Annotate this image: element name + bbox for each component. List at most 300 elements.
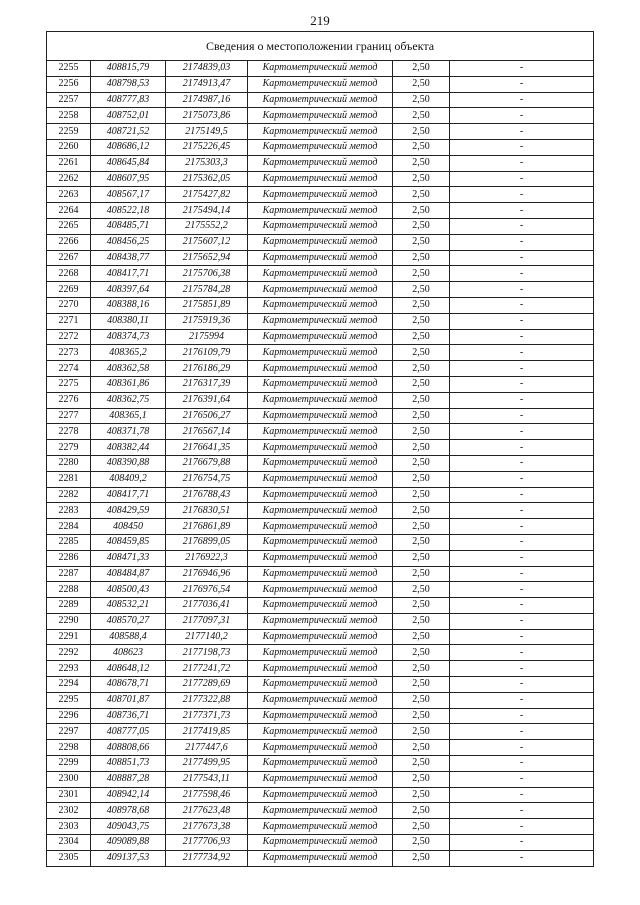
point-number-cell: 2305: [47, 850, 91, 866]
description-cell: -: [450, 645, 594, 661]
description-cell: -: [450, 613, 594, 629]
page-number: 219: [310, 13, 330, 28]
method-cell: Картометрический метод: [248, 408, 393, 424]
point-number-cell: 2294: [47, 677, 91, 693]
y-coordinate-cell: 2174913,47: [166, 76, 248, 92]
method-cell: Картометрический метод: [248, 297, 393, 313]
point-number-cell: 2293: [47, 661, 91, 677]
method-cell: Картометрический метод: [248, 613, 393, 629]
description-cell: -: [450, 345, 594, 361]
table-row: [47, 471, 594, 487]
accuracy-cell: 2,50: [393, 803, 450, 819]
x-coordinate-cell: 408777,05: [91, 724, 166, 740]
accuracy-cell: 2,50: [393, 250, 450, 266]
table-row: [47, 819, 594, 835]
description-cell: -: [450, 361, 594, 377]
x-coordinate-cell: 408362,75: [91, 392, 166, 408]
method-cell: Картометрический метод: [248, 487, 393, 503]
x-coordinate-cell: 408382,44: [91, 440, 166, 456]
description-cell: -: [450, 787, 594, 803]
point-number-cell: 2300: [47, 771, 91, 787]
table-row: [47, 835, 594, 851]
table-row: [47, 124, 594, 140]
method-cell: Картометрический метод: [248, 582, 393, 598]
point-number-cell: 2264: [47, 203, 91, 219]
method-cell: Картометрический метод: [248, 724, 393, 740]
description-cell: -: [450, 756, 594, 772]
accuracy-cell: 2,50: [393, 692, 450, 708]
method-cell: Картометрический метод: [248, 645, 393, 661]
y-coordinate-cell: 2175919,36: [166, 313, 248, 329]
accuracy-cell: 2,50: [393, 503, 450, 519]
y-coordinate-cell: 2175784,28: [166, 282, 248, 298]
accuracy-cell: 2,50: [393, 850, 450, 866]
description-cell: -: [450, 424, 594, 440]
x-coordinate-cell: 408438,77: [91, 250, 166, 266]
y-coordinate-cell: 2177543,11: [166, 771, 248, 787]
accuracy-cell: 2,50: [393, 661, 450, 677]
table-row: [47, 550, 594, 566]
accuracy-cell: 2,50: [393, 234, 450, 250]
point-number-cell: 2295: [47, 692, 91, 708]
y-coordinate-cell: 2175652,94: [166, 250, 248, 266]
table-row: [47, 329, 594, 345]
accuracy-cell: 2,50: [393, 487, 450, 503]
table-row: [47, 408, 594, 424]
table-row: [47, 376, 594, 392]
y-coordinate-cell: 2175149,5: [166, 124, 248, 140]
point-number-cell: 2281: [47, 471, 91, 487]
accuracy-cell: 2,50: [393, 471, 450, 487]
x-coordinate-cell: 408752,01: [91, 108, 166, 124]
table-row: [47, 534, 594, 550]
point-number-cell: 2274: [47, 361, 91, 377]
x-coordinate-cell: 408371,78: [91, 424, 166, 440]
point-number-cell: 2263: [47, 187, 91, 203]
x-coordinate-cell: 408388,16: [91, 297, 166, 313]
description-cell: -: [450, 408, 594, 424]
y-coordinate-cell: 2177598,46: [166, 787, 248, 803]
table-row: [47, 424, 594, 440]
method-cell: Картометрический метод: [248, 171, 393, 187]
point-number-cell: 2272: [47, 329, 91, 345]
y-coordinate-cell: 2175706,38: [166, 266, 248, 282]
method-cell: Картометрический метод: [248, 661, 393, 677]
method-cell: Картометрический метод: [248, 598, 393, 614]
accuracy-cell: 2,50: [393, 629, 450, 645]
point-number-cell: 2262: [47, 171, 91, 187]
y-coordinate-cell: 2175226,45: [166, 139, 248, 155]
table-row: [47, 582, 594, 598]
point-number-cell: 2260: [47, 139, 91, 155]
table-row: [47, 645, 594, 661]
method-cell: Картометрический метод: [248, 392, 393, 408]
description-cell: -: [450, 329, 594, 345]
table-row: [47, 740, 594, 756]
table-row: [47, 155, 594, 171]
method-cell: Картометрический метод: [248, 92, 393, 108]
x-coordinate-cell: 408567,17: [91, 187, 166, 203]
description-cell: -: [450, 661, 594, 677]
x-coordinate-cell: 408484,87: [91, 566, 166, 582]
table-body: [47, 32, 594, 867]
method-cell: Картометрический метод: [248, 218, 393, 234]
y-coordinate-cell: 2175494,14: [166, 203, 248, 219]
table-row: [47, 187, 594, 203]
point-number-cell: 2268: [47, 266, 91, 282]
description-cell: -: [450, 598, 594, 614]
table-row: [47, 756, 594, 772]
accuracy-cell: 2,50: [393, 266, 450, 282]
y-coordinate-cell: 2176788,43: [166, 487, 248, 503]
y-coordinate-cell: 2174987,16: [166, 92, 248, 108]
x-coordinate-cell: 408459,85: [91, 534, 166, 550]
point-number-cell: 2256: [47, 76, 91, 92]
y-coordinate-cell: 2175607,12: [166, 234, 248, 250]
method-cell: Картометрический метод: [248, 756, 393, 772]
x-coordinate-cell: 408978,68: [91, 803, 166, 819]
point-number-cell: 2255: [47, 61, 91, 77]
description-cell: -: [450, 187, 594, 203]
point-number-cell: 2283: [47, 503, 91, 519]
y-coordinate-cell: 2177419,85: [166, 724, 248, 740]
point-number-cell: 2265: [47, 218, 91, 234]
point-number-cell: 2275: [47, 376, 91, 392]
table-row: [47, 677, 594, 693]
description-cell: -: [450, 297, 594, 313]
point-number-cell: 2301: [47, 787, 91, 803]
method-cell: Картометрический метод: [248, 503, 393, 519]
description-cell: -: [450, 108, 594, 124]
y-coordinate-cell: 2177447,6: [166, 740, 248, 756]
method-cell: Картометрический метод: [248, 187, 393, 203]
method-cell: Картометрический метод: [248, 155, 393, 171]
accuracy-cell: 2,50: [393, 345, 450, 361]
point-number-cell: 2270: [47, 297, 91, 313]
accuracy-cell: 2,50: [393, 108, 450, 124]
x-coordinate-cell: 408365,1: [91, 408, 166, 424]
accuracy-cell: 2,50: [393, 282, 450, 298]
x-coordinate-cell: 408397,64: [91, 282, 166, 298]
method-cell: Картометрический метод: [248, 266, 393, 282]
method-cell: Картометрический метод: [248, 740, 393, 756]
description-cell: -: [450, 266, 594, 282]
table-row: [47, 218, 594, 234]
point-number-cell: 2280: [47, 455, 91, 471]
y-coordinate-cell: 2175362,05: [166, 171, 248, 187]
x-coordinate-cell: 408851,73: [91, 756, 166, 772]
method-cell: Картометрический метод: [248, 234, 393, 250]
y-coordinate-cell: 2177322,88: [166, 692, 248, 708]
accuracy-cell: 2,50: [393, 645, 450, 661]
x-coordinate-cell: 408815,79: [91, 61, 166, 77]
x-coordinate-cell: 408361,86: [91, 376, 166, 392]
description-cell: -: [450, 92, 594, 108]
point-number-cell: 2269: [47, 282, 91, 298]
x-coordinate-cell: 408701,87: [91, 692, 166, 708]
accuracy-cell: 2,50: [393, 297, 450, 313]
table-row: [47, 234, 594, 250]
y-coordinate-cell: 2176946,96: [166, 566, 248, 582]
point-number-cell: 2285: [47, 534, 91, 550]
x-coordinate-cell: 408380,11: [91, 313, 166, 329]
table-row: [47, 708, 594, 724]
x-coordinate-cell: 408374,73: [91, 329, 166, 345]
x-coordinate-cell: 408456,25: [91, 234, 166, 250]
method-cell: Картометрический метод: [248, 835, 393, 851]
accuracy-cell: 2,50: [393, 519, 450, 535]
accuracy-cell: 2,50: [393, 613, 450, 629]
y-coordinate-cell: 2176830,51: [166, 503, 248, 519]
table-row: [47, 282, 594, 298]
y-coordinate-cell: 2175427,82: [166, 187, 248, 203]
method-cell: Картометрический метод: [248, 708, 393, 724]
point-number-cell: 2257: [47, 92, 91, 108]
y-coordinate-cell: 2175303,3: [166, 155, 248, 171]
point-number-cell: 2259: [47, 124, 91, 140]
table-title: Сведения о местоположении границ объекта: [47, 32, 594, 61]
method-cell: Картометрический метод: [248, 108, 393, 124]
table-row: [47, 361, 594, 377]
y-coordinate-cell: 2176899,05: [166, 534, 248, 550]
y-coordinate-cell: 2176506,27: [166, 408, 248, 424]
description-cell: -: [450, 582, 594, 598]
description-cell: -: [450, 171, 594, 187]
coordinates-table: [46, 31, 594, 867]
y-coordinate-cell: 2176317,39: [166, 376, 248, 392]
y-coordinate-cell: 2177097,31: [166, 613, 248, 629]
table-row: [47, 771, 594, 787]
method-cell: Картометрический метод: [248, 203, 393, 219]
point-number-cell: 2267: [47, 250, 91, 266]
description-cell: -: [450, 850, 594, 866]
method-cell: Картометрический метод: [248, 124, 393, 140]
y-coordinate-cell: 2177289,69: [166, 677, 248, 693]
description-cell: -: [450, 566, 594, 582]
table-row: [47, 692, 594, 708]
table-row: [47, 613, 594, 629]
y-coordinate-cell: 2176641,35: [166, 440, 248, 456]
table-row: [47, 297, 594, 313]
description-cell: -: [450, 155, 594, 171]
coordinates-table-container: [46, 31, 593, 867]
method-cell: Картометрический метод: [248, 692, 393, 708]
description-cell: -: [450, 677, 594, 693]
x-coordinate-cell: 408648,12: [91, 661, 166, 677]
table-row: [47, 345, 594, 361]
table-row: [47, 392, 594, 408]
x-coordinate-cell: 409137,53: [91, 850, 166, 866]
x-coordinate-cell: 408362,58: [91, 361, 166, 377]
method-cell: Картометрический метод: [248, 250, 393, 266]
accuracy-cell: 2,50: [393, 313, 450, 329]
y-coordinate-cell: 2176391,64: [166, 392, 248, 408]
method-cell: Картометрический метод: [248, 76, 393, 92]
table-row: [47, 61, 594, 77]
y-coordinate-cell: 2177371,73: [166, 708, 248, 724]
accuracy-cell: 2,50: [393, 92, 450, 108]
point-number-cell: 2261: [47, 155, 91, 171]
description-cell: -: [450, 203, 594, 219]
x-coordinate-cell: 408450: [91, 519, 166, 535]
x-coordinate-cell: 408887,28: [91, 771, 166, 787]
x-coordinate-cell: 408678,71: [91, 677, 166, 693]
table-row: [47, 313, 594, 329]
point-number-cell: 2287: [47, 566, 91, 582]
table-title-row: [47, 32, 594, 61]
method-cell: Картометрический метод: [248, 329, 393, 345]
method-cell: Картометрический метод: [248, 345, 393, 361]
accuracy-cell: 2,50: [393, 361, 450, 377]
x-coordinate-cell: 408942,14: [91, 787, 166, 803]
x-coordinate-cell: 408417,71: [91, 487, 166, 503]
description-cell: -: [450, 471, 594, 487]
accuracy-cell: 2,50: [393, 408, 450, 424]
description-cell: -: [450, 250, 594, 266]
method-cell: Картометрический метод: [248, 566, 393, 582]
method-cell: Картометрический метод: [248, 771, 393, 787]
x-coordinate-cell: 408798,53: [91, 76, 166, 92]
description-cell: -: [450, 503, 594, 519]
method-cell: Картометрический метод: [248, 361, 393, 377]
description-cell: -: [450, 61, 594, 77]
accuracy-cell: 2,50: [393, 376, 450, 392]
description-cell: -: [450, 76, 594, 92]
x-coordinate-cell: 408500,43: [91, 582, 166, 598]
point-number-cell: 2302: [47, 803, 91, 819]
method-cell: Картометрический метод: [248, 850, 393, 866]
accuracy-cell: 2,50: [393, 819, 450, 835]
y-coordinate-cell: 2177673,38: [166, 819, 248, 835]
y-coordinate-cell: 2177241,72: [166, 661, 248, 677]
point-number-cell: 2298: [47, 740, 91, 756]
y-coordinate-cell: 2177706,93: [166, 835, 248, 851]
method-cell: Картометрический метод: [248, 819, 393, 835]
description-cell: -: [450, 455, 594, 471]
point-number-cell: 2304: [47, 835, 91, 851]
x-coordinate-cell: 408485,71: [91, 218, 166, 234]
point-number-cell: 2289: [47, 598, 91, 614]
table-row: [47, 266, 594, 282]
x-coordinate-cell: 408570,27: [91, 613, 166, 629]
point-number-cell: 2279: [47, 440, 91, 456]
x-coordinate-cell: 409043,75: [91, 819, 166, 835]
table-row: [47, 598, 594, 614]
description-cell: -: [450, 519, 594, 535]
description-cell: -: [450, 234, 594, 250]
description-cell: -: [450, 692, 594, 708]
y-coordinate-cell: 2175552,2: [166, 218, 248, 234]
method-cell: Картометрический метод: [248, 534, 393, 550]
point-number-cell: 2278: [47, 424, 91, 440]
description-cell: -: [450, 487, 594, 503]
description-cell: -: [450, 392, 594, 408]
description-cell: -: [450, 740, 594, 756]
accuracy-cell: 2,50: [393, 171, 450, 187]
accuracy-cell: 2,50: [393, 534, 450, 550]
table-row: [47, 92, 594, 108]
accuracy-cell: 2,50: [393, 392, 450, 408]
description-cell: -: [450, 724, 594, 740]
table-row: [47, 108, 594, 124]
point-number-cell: 2292: [47, 645, 91, 661]
y-coordinate-cell: 2177623,48: [166, 803, 248, 819]
x-coordinate-cell: 408645,84: [91, 155, 166, 171]
x-coordinate-cell: 408777,83: [91, 92, 166, 108]
y-coordinate-cell: 2176754,75: [166, 471, 248, 487]
x-coordinate-cell: 408736,71: [91, 708, 166, 724]
table-row: [47, 503, 594, 519]
method-cell: Картометрический метод: [248, 282, 393, 298]
table-row: [47, 76, 594, 92]
method-cell: Картометрический метод: [248, 376, 393, 392]
accuracy-cell: 2,50: [393, 566, 450, 582]
accuracy-cell: 2,50: [393, 835, 450, 851]
table-row: [47, 803, 594, 819]
table-row: [47, 519, 594, 535]
accuracy-cell: 2,50: [393, 61, 450, 77]
table-row: [47, 787, 594, 803]
y-coordinate-cell: 2177140,2: [166, 629, 248, 645]
x-coordinate-cell: 408532,21: [91, 598, 166, 614]
point-number-cell: 2271: [47, 313, 91, 329]
y-coordinate-cell: 2175851,89: [166, 297, 248, 313]
x-coordinate-cell: 408471,33: [91, 550, 166, 566]
point-number-cell: 2258: [47, 108, 91, 124]
accuracy-cell: 2,50: [393, 724, 450, 740]
x-coordinate-cell: 408623: [91, 645, 166, 661]
accuracy-cell: 2,50: [393, 756, 450, 772]
table-row: [47, 139, 594, 155]
point-number-cell: 2297: [47, 724, 91, 740]
method-cell: Картометрический метод: [248, 440, 393, 456]
method-cell: Картометрический метод: [248, 519, 393, 535]
method-cell: Картометрический метод: [248, 424, 393, 440]
description-cell: -: [450, 282, 594, 298]
point-number-cell: 2277: [47, 408, 91, 424]
point-number-cell: 2296: [47, 708, 91, 724]
method-cell: Картометрический метод: [248, 550, 393, 566]
description-cell: -: [450, 771, 594, 787]
table-row: [47, 850, 594, 866]
accuracy-cell: 2,50: [393, 455, 450, 471]
accuracy-cell: 2,50: [393, 771, 450, 787]
x-coordinate-cell: 408365,2: [91, 345, 166, 361]
table-row: [47, 440, 594, 456]
accuracy-cell: 2,50: [393, 76, 450, 92]
table-row: [47, 661, 594, 677]
accuracy-cell: 2,50: [393, 582, 450, 598]
x-coordinate-cell: 408417,71: [91, 266, 166, 282]
point-number-cell: 2286: [47, 550, 91, 566]
description-cell: -: [450, 124, 594, 140]
description-cell: -: [450, 534, 594, 550]
point-number-cell: 2273: [47, 345, 91, 361]
description-cell: -: [450, 629, 594, 645]
description-cell: -: [450, 313, 594, 329]
description-cell: -: [450, 440, 594, 456]
description-cell: -: [450, 708, 594, 724]
y-coordinate-cell: 2177198,73: [166, 645, 248, 661]
description-cell: -: [450, 819, 594, 835]
y-coordinate-cell: 2176186,29: [166, 361, 248, 377]
accuracy-cell: 2,50: [393, 218, 450, 234]
method-cell: Картометрический метод: [248, 629, 393, 645]
method-cell: Картометрический метод: [248, 139, 393, 155]
x-coordinate-cell: 408588,4: [91, 629, 166, 645]
method-cell: Картометрический метод: [248, 677, 393, 693]
accuracy-cell: 2,50: [393, 598, 450, 614]
